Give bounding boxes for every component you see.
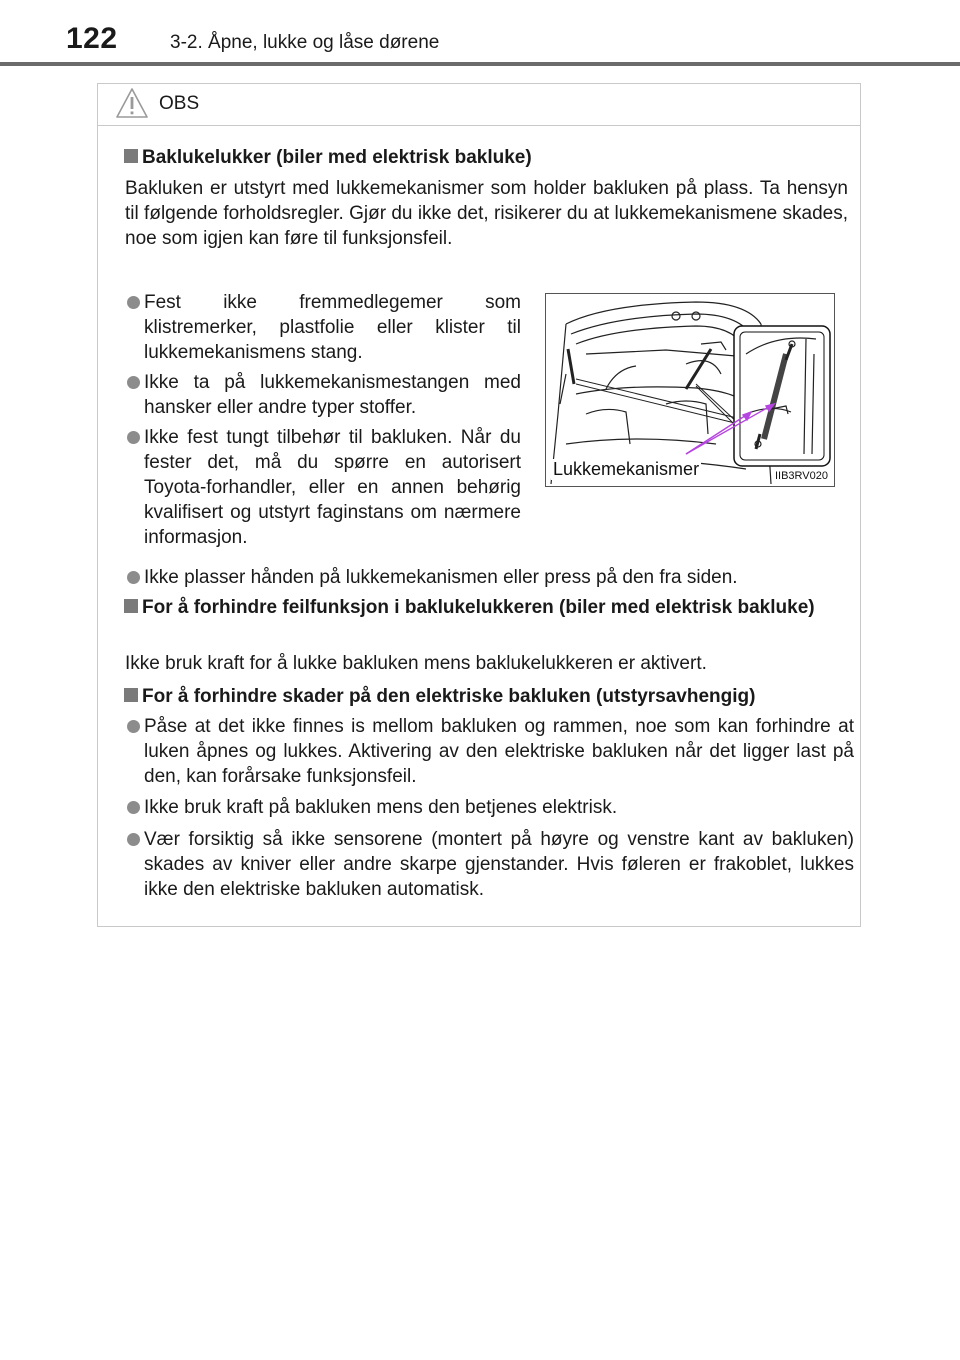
figure-code: IIB3RV020 — [774, 470, 828, 482]
caution-label: OBS — [159, 93, 200, 114]
round-bullet-icon — [127, 720, 140, 733]
caution-header — [98, 84, 860, 126]
list-item-text: Ikke ta på lukkemekanismestangen med hansker eller andre typer stoffer. — [144, 372, 521, 418]
round-bullet-icon — [127, 801, 140, 814]
list-item-text: Ikke fest tungt tilbehør til bakluken. Når du fester det, må du spørre en autorisert Toyota-forhandler, eller en annen behørig kvalifisert og utstyrt faginstans om nærmere informasjon. — [144, 427, 521, 548]
section-heading-text: For å forhindre skader på den elektriske bakluken (utstyrsavhengig) — [142, 686, 756, 707]
round-bullet-icon — [127, 296, 140, 309]
round-bullet-icon — [127, 571, 140, 584]
list-item — [144, 795, 854, 820]
chapter-title: 3-2. Åpne, lukke og låse dørene — [170, 32, 440, 53]
list-item — [144, 370, 521, 420]
list-item — [144, 827, 854, 902]
section-heading-tailgate-closer — [124, 145, 854, 170]
round-bullet-icon — [127, 833, 140, 846]
caution-box — [97, 83, 861, 927]
header-rule — [0, 62, 960, 66]
intro-paragraph: Bakluken er utstyrt med lukkemekanismer som holder bakluken på plass. Ta hensyn til følgende forholdsregler. Gjør du ikke det, risikerer du at lukkemekanismene skades, noe som igjen kan føre til funksjonsfeil. — [125, 178, 848, 249]
square-bullet-icon — [124, 149, 138, 163]
round-bullet-icon — [127, 431, 140, 444]
square-bullet-icon — [124, 688, 138, 702]
list-item-text: Påse at det ikke finnes is mellom bakluken og rammen, noe som kan forhindre at luken åpnes og lukkes. Aktivering av den elektriske bakluken når det ligger last på den, kan forårsake funksjonsfeil. — [144, 716, 854, 787]
list-item-text: Ikke bruk kraft på bakluken mens den betjenes elektrisk. — [144, 797, 618, 818]
section-heading-prevent-damage — [124, 684, 854, 709]
page-number: 122 — [66, 22, 118, 55]
list-item — [144, 565, 854, 590]
list-item-text: Ikke plasser hånden på lukkemekanismen eller press på den fra siden. — [144, 567, 738, 588]
section2-paragraph: Ikke bruk kraft for å lukke bakluken mens baklukelukkeren er aktivert. — [125, 653, 707, 674]
section-heading-text: For å forhindre feilfunksjon i baklukelukkeren (biler med elektrisk bakluke) — [142, 597, 815, 618]
list-item-text: Vær forsiktig så ikke sensorene (montert på høyre og venstre kant av bakluken) skades av kniver eller andre skarpe gjenstander. Hvis føleren er frakoblet, lukkes ikke den elektriske bakluken automatisk. — [144, 829, 854, 900]
square-bullet-icon — [124, 599, 138, 613]
list-item — [144, 714, 854, 789]
warning-triangle-icon — [115, 87, 149, 119]
list-item — [144, 290, 521, 365]
section-heading-prevent-malfunction — [124, 595, 854, 620]
page-header — [0, 0, 960, 70]
figure-tailgate-dampers — [545, 293, 835, 487]
figure-label: Lukkemekanismer — [553, 459, 700, 479]
list-item — [144, 425, 521, 550]
section-heading-text: Baklukelukker (biler med elektrisk bakluke) — [142, 147, 532, 168]
round-bullet-icon — [127, 376, 140, 389]
list-item-text: Fest ikke fremmedlegemer som klistremerker, plastfolie eller klister til lukkemekanismens stang. — [144, 292, 521, 363]
